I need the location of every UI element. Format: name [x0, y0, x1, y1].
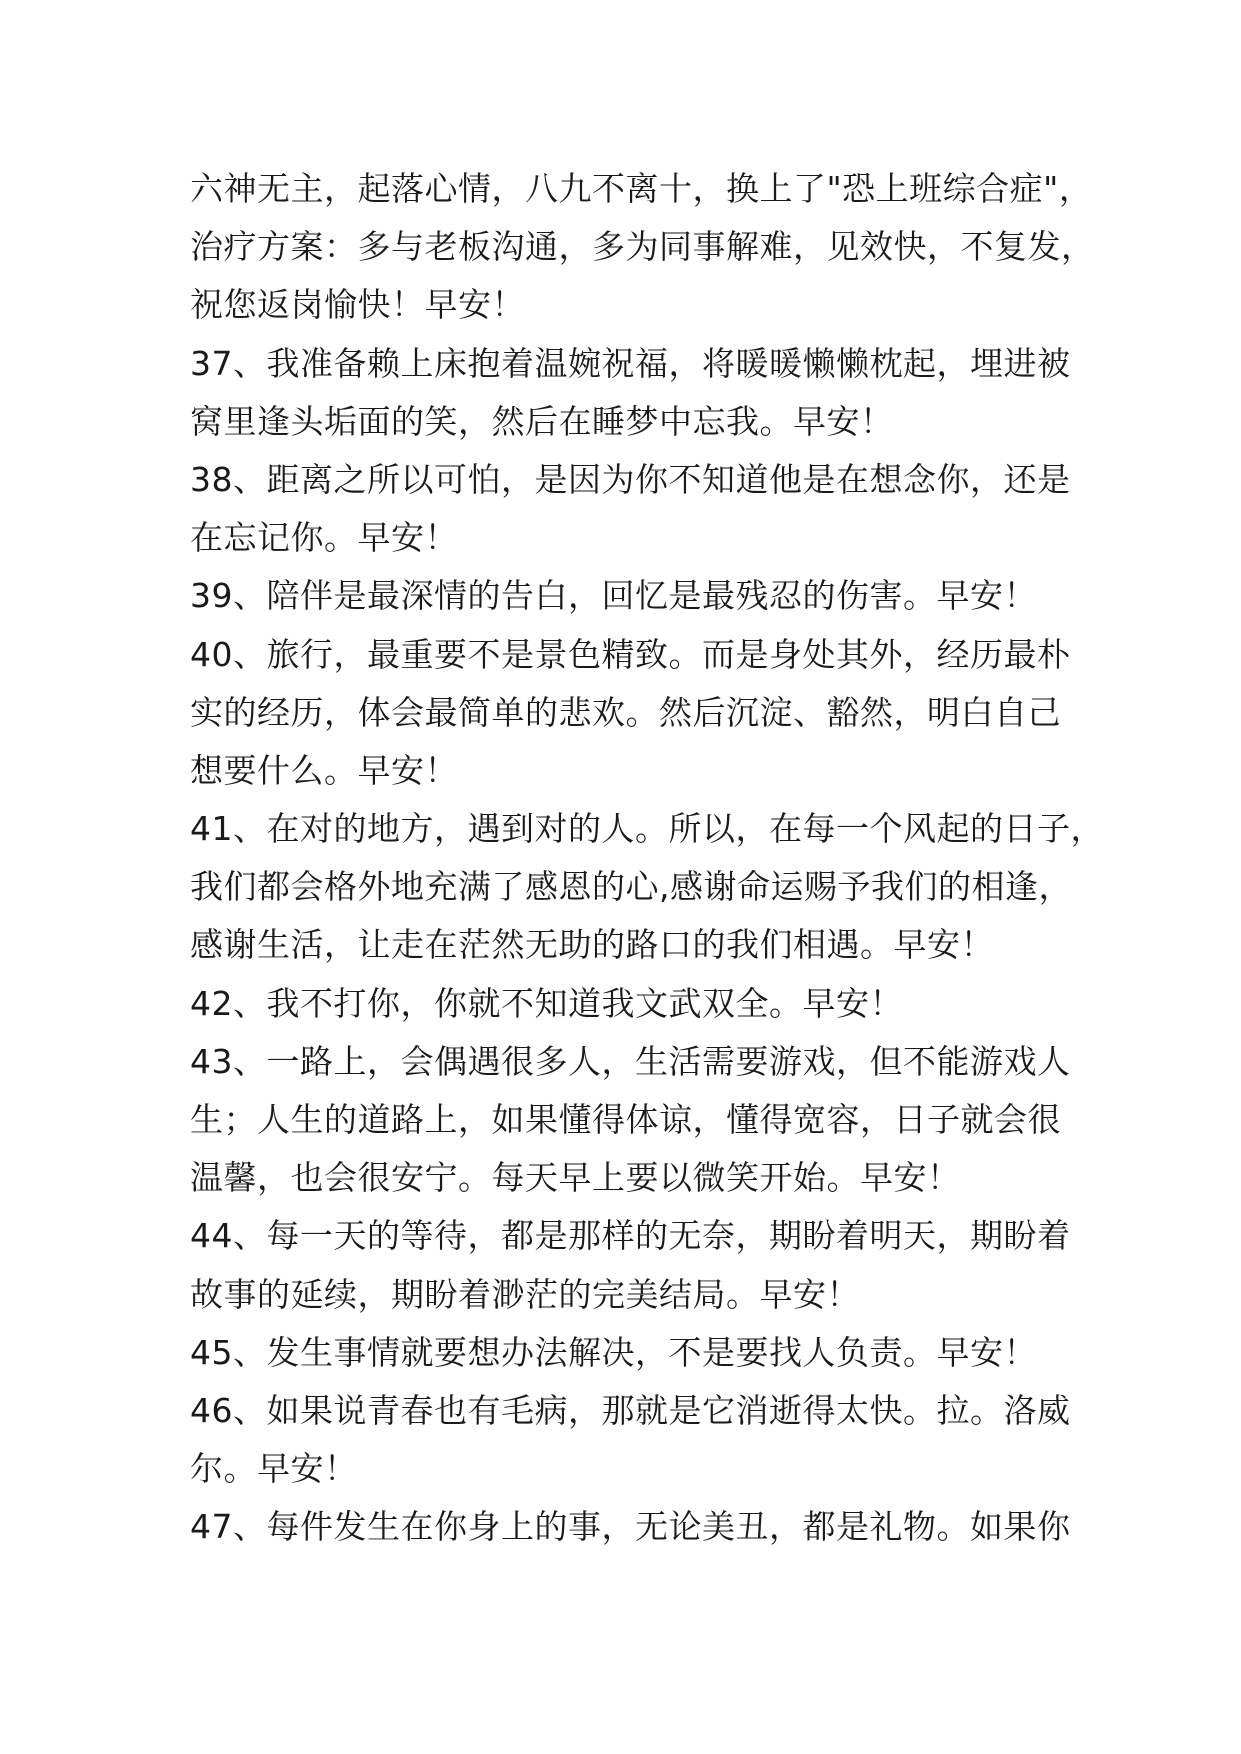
text-line: 41、在对的地方，遇到对的人。所以，在每一个风起的日子， [190, 809, 1104, 849]
text-line: 40、旅行，最重要不是景色精致。而是身处其外，经历最朴 [190, 634, 1071, 674]
text-line: 生；人生的道路上，如果懂得体谅，懂得宽容，日子就会很 [190, 1100, 1061, 1139]
text-line: 窝里逢头垢面的笑，然后在睡梦中忘我。早安！ [190, 401, 894, 441]
text-line: 47、每件发生在你身上的事，无论美丑，都是礼物。如果你 [190, 1507, 1071, 1547]
text-line: 温馨，也会很安宁。每天早上要以微笑开始。早安！ [190, 1158, 961, 1198]
document-body [190, 160, 1104, 1557]
text-line: 故事的延续，期盼着渺茫的完美结局。早安！ [190, 1274, 860, 1314]
text-line: 37、我准备赖上床抱着温婉祝福，将暖暖懒懒枕起，埋进被 [190, 343, 1071, 383]
text-line: 44、每一天的等待，都是那样的无奈，期盼着明天，期盼着 [190, 1216, 1071, 1256]
text-line: 43、一路上，会偶遇很多人，生活需要游戏，但不能游戏人 [190, 1041, 1071, 1081]
text-line: 46、如果说青春也有毛病，那就是它消逝得太快。拉。洛威 [190, 1390, 1071, 1430]
text-line: 42、我不打你，你就不知道我文武双全。早安！ [190, 983, 903, 1023]
text-line: 祝您返岗愉快！早安！ [190, 285, 525, 325]
text-line: 六神无主，起落心情，八九不离十，换上了"恐上班综合症"， [190, 169, 1093, 208]
text-line: 尔。早安！ [190, 1449, 358, 1489]
text-line: 想要什么。早安！ [190, 750, 458, 790]
text-line: 39、陪伴是最深情的告白，回忆是最残忍的伤害。早安！ [190, 576, 1037, 616]
text-line: 45、发生事情就要想办法解决，不是要找人负责。早安！ [190, 1332, 1037, 1372]
text-line: 我们都会格外地充满了感恩的心,感谢命运赐予我们的相逢， [190, 867, 1072, 907]
text-line: 感谢生活，让走在茫然无助的路口的我们相遇。早安！ [190, 925, 994, 965]
text-line: 实的经历，体会最简单的悲欢。然后沉淀、豁然，明白自己 [190, 692, 1061, 732]
text-line: 治疗方案：多与老板沟通，多为同事解难，见效快，不复发， [190, 227, 1095, 267]
text-line: 38、距离之所以可怕，是因为你不知道他是在想念你，还是 [190, 459, 1071, 499]
text-line: 在忘记你。早安！ [190, 518, 458, 558]
